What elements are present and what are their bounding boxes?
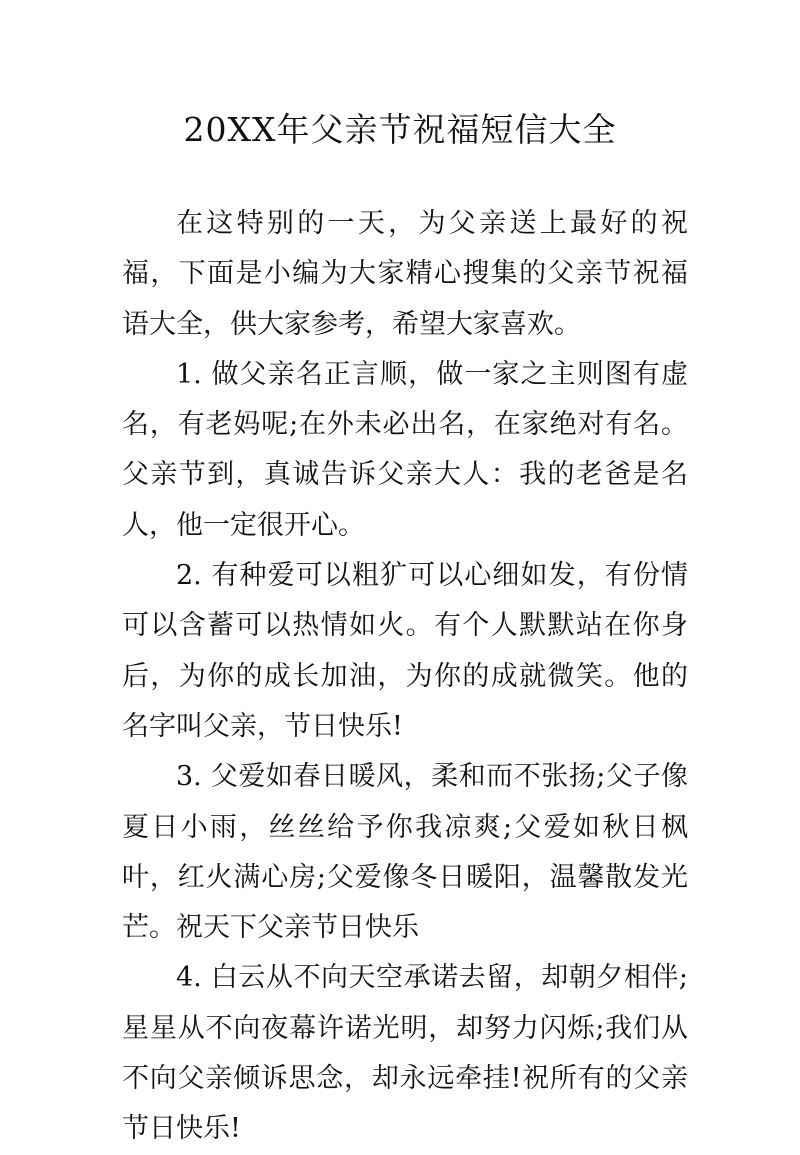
paragraph-2: 2. 有种爱可以粗犷可以心细如发，有份情可以含蓄可以热情如火。有个人默默站在你身后，为你的成长加油，为你的成就微笑。他的名字叫父亲，节日快乐! xyxy=(122,560,688,742)
paragraph-intro: 在这特别的一天，为父亲送上最好的祝福，下面是小编为大家精心搜集的父亲节祝福语大全，供大家参考，希望大家喜欢。 xyxy=(122,208,688,340)
paragraph-3: 3. 父爱如春日暖风，柔和而不张扬;父子像夏日小雨，丝丝给予你我凉爽;父爱如秋日枫叶，红火满心房;父爱像冬日暖阳，温馨散发光芒。祝天下父亲节日快乐 xyxy=(122,761,688,944)
document-title: 20XX年父亲节祝福短信大全 xyxy=(183,110,617,149)
paragraph-4: 4. 白云从不向天空承诺去留，却朝夕相伴;星星从不向夜幕许诺光明，却努力闪烁;我们从不向父亲倾诉思念，却永远牵挂!祝所有的父亲节日快乐! xyxy=(122,962,688,1145)
paragraph-1: 1. 做父亲名正言顺，做一家之主则图有虚名，有老妈呢;在外未必出名，在家绝对有名。父亲节到，真诚告诉父亲大人：我的老爸是名人，他一定很开心。 xyxy=(122,358,688,541)
document-body xyxy=(122,199,688,1155)
